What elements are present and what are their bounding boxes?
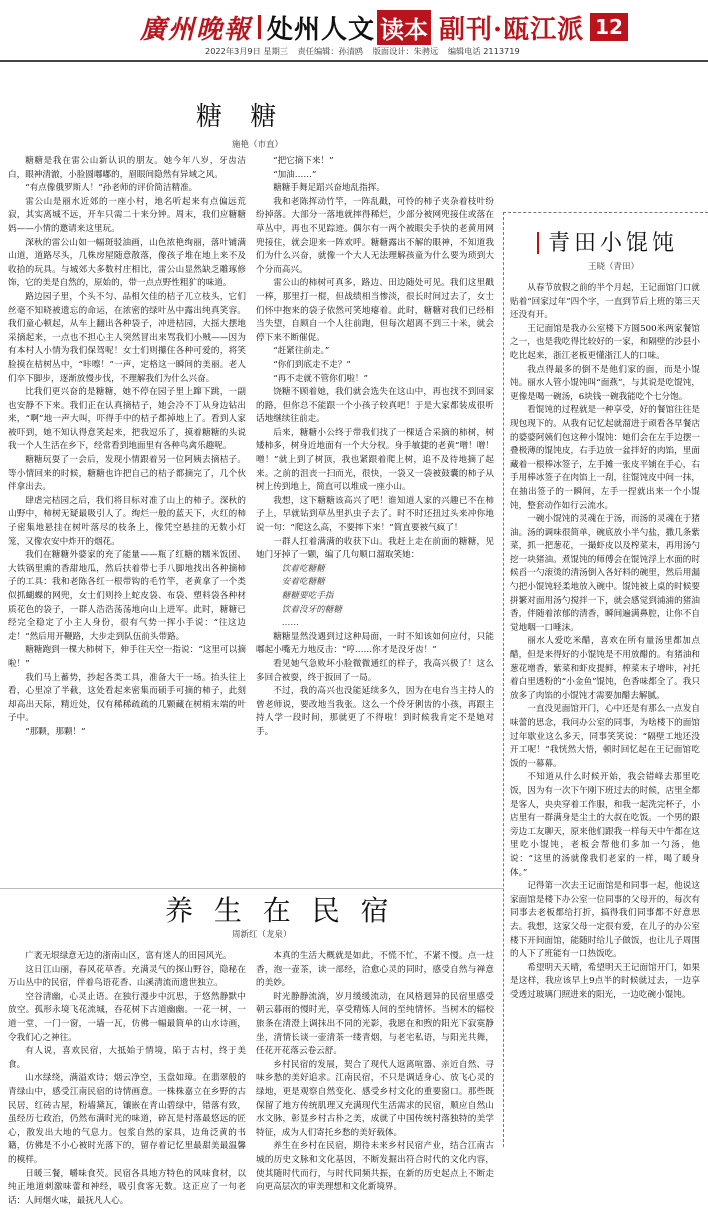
paragraph: 雷公山的柿树可真多，路边、田边随处可见。我们这里戳一棒，那里打一棍，但战绩相当惨淡，很长时间过去了，女士们怀中抱来的袋子依然可笑地瘪着。此时，糖糖对我们已经相当失望，自顾自一个人往前跑，但每次超离不到三十米，就会停下来不断催促。 [256,277,494,345]
paragraph: 后来，糖糖小公终于带我们找了一棵适合采摘的柿树，树矮柿多，树身近地面有一个大分杈。身手敏捷的老黄“噌！噌！噌！”就上到了树顶，我也紧跟着爬上树，追不及待地摘了起来。之前的沮丧一扫而光，很快，一袋又一袋被鼓囊的柿子从树上传到地上，简直可以堆成一座小山。 [256,427,494,495]
supplement-name: 副刊·瓯江派 [439,9,584,46]
article-tangtang-column-1 [8,155,246,875]
article-title-huntun: 青田小馄饨 [548,226,678,257]
paragraph: 从春节放假之前的半个月起，王记面馆门口就贴着“回家过年”四个字，一直到节后上班的第三天还没有开。 [510,282,700,323]
paragraph: “你们到底走不走？” [256,359,494,373]
editor-phone: 编辑电话 2113719 [448,46,520,56]
paragraph: 饮着吃糖糖 [256,563,494,577]
paragraph: 看馄饨的过程就是一种享受，好的餐馆往往是现包现下的。从我有记忆起就溜进于顽看各早餐店的婆婆阿姨们包这种小馄饨：她们会在左手边摆一叠极薄的馄饨皮，右手边放一盆拌好的肉馅，里面藏着一根棒冰签子，左手摊一张皮平铺在手心，右手用棒冰签子在肉馅上一刮，往馄饨皮中间一抹，在抽出签子的一瞬间，左手一捏就出来一个小馄饨，整套动作如行云流水。 [510,404,700,513]
paragraph: 肆虐完桔园之后，我们将目标对准了山上的柿子。深秋的山野中，柿树无疑最吸引人了。绚烂一般的蓝天下，火红的柿子密集地悬挂在树叶落尽的枝条上，像凭空悬挂的无数小灯笼，又像农安中炸开的烟花。 [8,495,246,549]
paragraph: “赶紧往前走。” [256,345,494,359]
newspaper-logo: 廣州晚報 [140,9,252,46]
paragraph: 这日江山丽，春风花草香。充满灵气的探山野谷，隐秘在万山丛中的民宿，伴着鸟语花香、山溪清流而遗世独立。 [8,964,246,991]
paragraph: 我想，这下糖糖该高兴了吧！谁知道人家的兴趣已不在柿子上，早就钻到草丛里扒虫子去了。时不时还扭过头来冲你地说一句：“爬这么高，不要摔下来！”简直要被气疯了！ [256,495,494,536]
paragraph: 记得第一次去王记面馆是和同事一起，他说这家面馆是楼下办公室一位同事的父母开的，每次有同事去老板都给打折，搞得我们同事都不好意思去。我想，这家父母一定很有爱，在儿子的办公室楼下开间面馆，能随时给儿子做饭，也让儿子周围的人下了班能有一口热饭吃。 [510,880,700,962]
page-number: 12 [590,13,628,41]
paragraph: 饶糖不顾着她，我们就会选失在这山中，再也找不到回家的路，但你总不能跟一个小孩子较真吧！于是大家都装成很听话地继续往前走。 [256,386,494,427]
article-tangtang-column-2 [256,155,494,875]
paragraph: 雷公山是丽水近郊的一座小村，地名听起来有点偏远荒寂，其实离城不远，开车只需二十来分钟。周末，我们应糖糖妈——小情的邀请来这里玩。 [8,196,246,237]
paragraph: 一直没见面馆开门，心中还是有那么一点发自味蕾的思念，我问办公室的同事，为啥楼下的面馆过年歇业这么多天，同事笑笑说：“隔壁工地还没开工呢！”我恍然大悟，顿时回忆起在王记面馆吃饭的一幕幕。 [510,703,700,771]
sidebar-border [503,212,504,1147]
article-byline-huntun: 王晓（青田） [588,260,639,272]
paragraph: 我和老陈挥动竹竿，一阵乱戳，可怜的柿子夹杂着枝叶纷纷掉落。大部分一落地就摔得稀烂，少部分被网兜接住或落在草丛中，再也不见踪迹。偶尔有一两个被眼尖手快的老黄用网兜接住，就会迎来一阵欢呼。糖糖露出不解的眼神，不知道我们为什么兴奋，就像一个大人无法理解孩童为什么要为琐到大个分而高兴。 [256,196,494,278]
paragraph: 糖糖手舞足蹈兴奋地乱指挥。 [256,182,494,196]
paragraph: 本真的生活大概就是如此，不慌不忙，不紧不慢。点一炷香，泡一壶茶，读一部经，洽愈心灵的同时，感受自然与禅意的美妙。 [256,950,494,991]
designer: 版面设计：朱骋远 [373,46,439,56]
paragraph: 一碗小馄饨的灵魂在于汤，而汤的灵魂在于猪油。汤的调味很简单，碗底放小半勺盐，撒几条紫菜，抓一把葱花，一撮虾皮以及榨菜末，再用汤勺挖一块猪油。煮馄饨的师傅会在馄饨浮上水面的时候舀一勺滚烫的清汤倒入各好料的碗里，然后用漏勺把小馄饨轻柔地放入碗中。馄饨被上桌的时候要拼繁对面用汤勺搅拌一下，就会感觉到浦浦的猪油香，伴随着浓郁的清香，瞬间遍满鼻腔，让你不自觉地咽一口唾沫。 [510,513,700,635]
paragraph: 时光静静流淌，岁月缓缓流动，在风格迥异的民宿里感受朝云暮雨的慢时光，享受精炼人间的至纯情怀。当树木的辐校旅条在清澄上调抹出不同的光影，我愿在和煦的阳光下寂寞静坐，清情长谈一壶清茶一缕青烟，与老宅私语，与阳光共舞，任花开花落云卷云舒。 [256,991,494,1059]
paragraph: 山水绿绕，满溢欢诗；烟云净空，玉盘如璋。在翡翠般的青绿山中，感受江南民宿的诗情画意。一株株嘉立在乡野的古民居，红砖古屋，粉墙黛瓦，镶嵌在青山碧绿中，错落有致，虽经历七政治，仍然布满时光的味道，碎瓦是村落最悠远的匠心，散发出大地的气息力。包浆自然的家具，边角泛黄的书籍，仿佛是不小心被时光落下的，留存着记忆里最甜美最温馨的模样。 [8,1072,246,1167]
article-byline-minsu: 周新红（龙泉） [232,928,292,940]
paragraph: 日暖三餐，嚼味食芡。民宿各具地方特色的风味食材，以纯正地道刺激味蕾和神经，吸引食客无数。这正应了一句老话：人间烟火味，最抚凡人心。 [8,1168,246,1208]
column-badge: 读本 [377,10,431,45]
issue-date: 2022年3月9日 星期三 [205,46,288,56]
paragraph: 路边园子里，个头不匀、品相欠佳的桔子兀立枝头，它们丝毫不知晓被遗忘的命运，在浓密的绿叶丛中露出纯真笑容。我们童心顿起，从车上翻出各种袋子，冲进桔园，大摇大摆地采摘起来，一点也不担心主人突然冒出来骂我们小贼——因为有本村人小情为我们保驾呢！女士们则攥住各种可爱的，将笑脸摸在桔树丛中，“咔嚓！”一声，定格这一瞬间的美丽。老人们卒下脚步，逐渐放慢步伐，不理解我们为什么兴奋。 [8,291,246,386]
paragraph: “再不走就不管你们啦！” [256,373,494,387]
paragraph: 看见她气急败坏小脸微微通红的样子，我高兴极了！这么多回合被耍，终于扳回了一局。 [256,658,494,685]
paragraph: 希望明天天晴，希望明天王记面馆开门，如果是这样，我应该早上9点半的时候就过去，一边享受透过玻璃门照进来的阳光，一边吃碗小馄饨。 [510,962,700,1003]
paragraph: “加油……” [256,169,494,183]
article-huntun-column [510,282,700,1150]
masthead-separator [258,15,261,39]
article-title-tangtang: 糖 糖 [196,96,286,133]
column-name: 处州人文 [267,9,375,46]
info-line [205,46,527,57]
paragraph: 有人说，喜欢民宿，大抵始于情境，陷于古村，终于美食。 [8,1045,246,1072]
paragraph: 饮着没牙的糖糖 [256,604,494,618]
paragraph: 安着吃糖糖 [256,576,494,590]
paragraph: 乡村民宿的发展，契合了现代人返离喧器、亲近自然、寻味乡愁的美好追求。江南民宿，不只是调适身心、放飞心灵的绿地，更是观察自然变化、感受乡村文化的重要窗口。那些既保留了地方传统肌理又充满现代生活需求的民宿，顺应自然山水文脉，彰显乡村古朴之美，成就了中国传统村落独特的美学特征，成为人们寄托乡愁的美好载体。 [256,1059,494,1141]
header-rule [0,60,708,62]
masthead [140,10,628,44]
paragraph: 深秋的雷公山如一幅斑驳油画，山色浓艳绚丽，落叶铺满山道，道路尽头，几株房屋随意散落，像孩子堆在地上来不及收拾的玩具。与城郊大多数村庄相比，雷公山显然缺乏雕琢修饰，它的美是自然的，原始的，带一点点野性粗犷的味道。 [8,237,246,291]
sidebar-top-border [503,212,708,213]
paragraph: 我点得最多的倒不是他们家的面，而是小馄饨。丽水人管小馄饨叫“面燕”，与其说是吃馄饨，更像是喝一碗汤，6块钱一碗我能吃个七分饱。 [510,364,700,405]
paragraph: …… [256,617,494,631]
editor: 责任编辑：孙清鸥 [298,46,364,56]
paragraph: 丽水人爱吃米醋，喜欢在所有量汤里都加点醋，但是来得好的小馄饨是不用放醋的。有猪油和葱花增香，紫菜和虾皮提鲜，榨菜末子增咔，衬托着白里透粉的“小金鱼”馄饨，色香味都全了。我只放多了肉馅的小馄饨才需要加醋去解腻。 [510,635,700,703]
article-minsu-column-2 [256,950,494,1155]
paragraph: 王记面馆是我办公室楼下方圆500米两家餐馆之一，也是我吃得比较好的一家，和隔壁的沙县小吃比起来，浙江老板更懂浙江人的口味。 [510,323,700,364]
paragraph: 空谷清幽，心灵止语。在独行漫步中沉思，于悠然静默中放空。孤形永境飞花流城，吞花树下古道幽幽。一花一树，一道一堂，一门一窗，一墙一瓦，仿佛一幅最简单的山水诗画，令我们心之神往。 [8,991,246,1045]
article-byline-tangtang: 施艳（市直） [232,138,283,150]
title-accent-bar [537,232,539,254]
paragraph: 养生在乡村在民宿，期待未来乡村民宿产业，结合江南古城的历史文脉和文化基因，不断发掘出符合时代的文化内容，使其随时代而行，与时代同频共振，在新的历史起点上不断走向更高层次的审美理想和文化新境界。 [256,1140,494,1194]
paragraph: 糖糖跑到一棵大柿树下，伸手往天空一指说：“这里可以摘啦！” [8,644,246,671]
paragraph: 一群人扛着满满的收获下山。我赶上走在前面的糖糖，见她门牙掉了一颗，编了几句顺口溜取笑她： [256,536,494,563]
paragraph: 比我们更兴奋的是糖糖，她不停在园子里上蹿下跳，一副也安静不下来。我们正在认真摘桔子，她会冷不丁从身边钻出来，“啊”地一声大叫，吓得手中的桔子都掉地上了。看到人家被吓到，她不知认得意笑起来，把我逗乐了，摸着糖糖的头说我一个人生活在乡下，经常看到地面里有各种鸟禽乐趣呢。 [8,386,246,454]
paragraph: “那颗，那颗！” [8,726,246,740]
paragraph: 不过，我的高兴也没能延续多久，因为在电台当主持人的曾老师说，要改地当我张。这么一个伶牙俐齿的小孩，再跟主持人学一段时间，那就更了不得啦！到时候我肯定不是她对手。 [256,685,494,739]
paragraph: 糖糖是我在雷公山新认识的朋友。她今年八岁，牙齿洁白，眼神清澈，小脸圆嘟嘟的，眉眼间隐然有异域之风。 [8,155,246,182]
paragraph: 糖糖显然没遇到过这种局面，一时不知该如何应付，只能嘟起小嘴无力地反击：“哼……你才是没牙齿！” [256,631,494,658]
paragraph: 我们在糖糖外婆家的充了能量——瓶了红糖的糯米饭团、大铁锅里熏的香甜地瓜，然后扶着带七手八脚地找出各种摘柿子的工具：我和老陈各红一根带钩的毛竹竿，老黄拿了一个类似抓蝴蝶的网兜，女士们则拎上蛇皮袋、布袋、塑料袋各种材质花色的袋子，一群人浩浩荡荡地向山上进军。此时，糖糖已经完全稳定了小主人身份，很有气势一挥小手说：“往这边走！”然后用开鞭路，大步走到队伍前头带路。 [8,549,246,644]
paragraph: 糖糖玩耍了一会后，发现小情跟着另一位阿姨去摘桔子。等小情回来的时候，糖糖也许把自己的桔子都摘完了，几个伙伴拿出去。 [8,454,246,495]
paragraph: 我们马上蓄势，抄起各类工具，准备大干一场。抬头往上看，心里凉了半截，这处看起来密集而硕手可摘的柿子，此刻却高出天际，精近处，仅有稀稀疏疏的几颗藏在树梢末端的叶子中。 [8,672,246,726]
paragraph: 广袤无垠绿意无边的浙南山区，富有迷人的田园风光。 [8,950,246,964]
article-minsu-column-1 [8,950,246,1155]
paragraph: “把它摘下来！” [256,155,494,169]
article-title-minsu: 养 生 在 民 宿 [165,889,395,929]
paragraph: 不知道从什么时候开始，我会错峰去那里吃饭，因为有一次下午刚下班过去的时候，店里全都是客人，央央穿着工作服，和我一起洗完杯子，小店里有一群满身是尘土的大叔在吃饭。一个男的跟旁边工友聊天，原来他们跟我一样每天中午都在这里吃小馄饨，老板会帮他们多加一勺汤，他说：“这里的汤就像我们老家的一样，喝了暖身体。” [510,771,700,880]
paragraph: 糖糖要吃手指 [256,590,494,604]
paragraph: “有点像俄罗斯人！”孙老师的评价简洁精准。 [8,182,246,196]
